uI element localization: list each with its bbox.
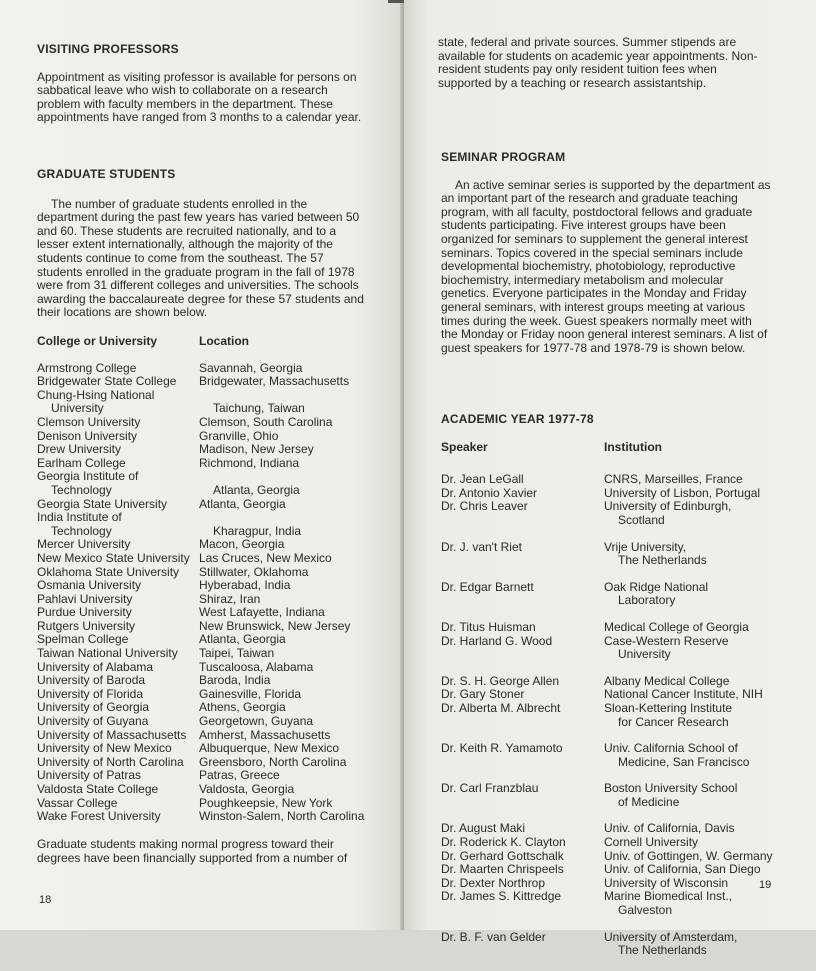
table-row <box>441 836 786 850</box>
speaker-institution: Sloan-Kettering Institute <box>604 700 733 715</box>
college-location: Albuquerque, New Mexico <box>199 741 340 756</box>
table-row <box>37 566 377 580</box>
table-row <box>37 647 377 661</box>
table-row <box>37 620 377 634</box>
college-location: Bridgewater, Massachusetts <box>199 374 350 389</box>
college-name: Wake Forest University <box>37 809 161 824</box>
speaker-institution: for Cancer Research <box>618 714 729 729</box>
college-location: Atlanta, Georgia <box>199 496 286 511</box>
table-row <box>441 554 786 568</box>
speaker-name <box>441 796 604 810</box>
speaker-institution: Medical College of Georgia <box>604 619 749 634</box>
speaker-institution: Univ. of California, San Diego <box>604 862 761 877</box>
speaker-column-header: Speaker <box>441 439 488 454</box>
table-row <box>37 661 377 675</box>
left-page <box>0 0 404 930</box>
table-row <box>441 648 786 662</box>
college-location: Georgetown, Guyana <box>199 714 314 729</box>
table-row <box>441 716 786 730</box>
speaker-name: Dr. Titus Huisman <box>441 619 536 634</box>
speaker-name: Dr. Antonio Xavier <box>441 485 538 500</box>
speaker-institution: Case-Western Reserve <box>604 633 729 648</box>
table-row <box>37 674 377 688</box>
graduate-students-heading: GRADUATE STUDENTS <box>37 167 176 181</box>
table-row <box>37 579 377 593</box>
table-row <box>441 822 786 836</box>
seminar-program-section <box>441 151 771 355</box>
college-name: University of Florida <box>37 686 144 701</box>
speaker-name: Dr. Gerhard Gottschalk <box>441 848 564 863</box>
table-row <box>37 593 377 607</box>
speaker-name: Dr. Keith R. Yamamoto <box>441 741 563 756</box>
college-column-header: College or University <box>37 334 158 348</box>
college-location: Granville, Ohio <box>199 428 279 443</box>
speaker-institution: Vrije University, <box>604 539 687 554</box>
table-row <box>37 797 377 811</box>
college-name: Earlham College <box>37 455 126 470</box>
table-row <box>441 688 786 702</box>
table-row <box>37 362 377 376</box>
table-row <box>441 500 786 514</box>
table-row <box>37 525 377 539</box>
college-name: Clemson University <box>37 414 141 429</box>
speaker-name <box>441 944 604 958</box>
table-row <box>37 633 377 647</box>
graduate-support-text: Graduate students making normal progress toward their degrees have been financially supported from a number of <box>37 837 348 865</box>
college-location: Kharagpur, India <box>213 523 302 538</box>
speaker-group <box>441 473 786 527</box>
speaker-institution: of Medicine <box>618 794 680 809</box>
right-page <box>404 0 816 958</box>
college-name: Georgia Institute of <box>37 469 139 484</box>
college-location: Amherst, Massachusetts <box>199 727 331 742</box>
location-column-header: Location <box>199 334 249 348</box>
visiting-professors-text: Appointment as visiting professor is available for persons on sabbatical leave who wish to collaborate on a research problem with faculty members in the department. These appointments have ranged from 3 months to a calendar year. <box>37 69 362 125</box>
college-name: University of North Carolina <box>37 754 184 769</box>
speaker-name <box>441 594 604 608</box>
table-row <box>37 511 377 525</box>
college-name: University of New Mexico <box>37 741 172 756</box>
college-name: Chung-Hsing National <box>37 387 155 402</box>
college-location: Savannah, Georgia <box>199 360 303 375</box>
speaker-institution: Univ. California School of <box>604 741 738 756</box>
visiting-professors-heading: VISITING PROFESSORS <box>37 42 179 56</box>
speaker-group <box>441 675 786 729</box>
table-row <box>441 581 786 595</box>
college-name: University of Georgia <box>37 700 150 715</box>
table-row <box>441 931 786 945</box>
college-location: Patras, Greece <box>199 768 280 783</box>
table-row <box>441 594 786 608</box>
speaker-name <box>441 756 604 770</box>
speaker-group <box>441 621 786 662</box>
college-name: Taiwan National University <box>37 646 178 661</box>
table-row <box>37 783 377 797</box>
college-name: Osmania University <box>37 578 142 593</box>
speaker-name: Dr. Jean LeGall <box>441 472 524 487</box>
college-location: Stillwater, Oklahoma <box>199 564 309 579</box>
table-row <box>441 890 786 904</box>
speaker-name: Dr. Dexter Northrop <box>441 875 546 890</box>
speaker-name: Dr. Carl Franzblau <box>441 781 539 796</box>
speaker-name <box>441 904 604 918</box>
college-name: Bridgewater State College <box>37 374 177 389</box>
table-row <box>37 606 377 620</box>
college-name: University <box>51 401 104 416</box>
college-name: India Institute of <box>37 510 122 525</box>
speaker-name: Dr. Gary Stoner <box>441 687 525 702</box>
college-name: Vassar College <box>37 795 118 810</box>
table-row <box>441 877 786 891</box>
college-location: West Lafayette, Indiana <box>199 605 325 620</box>
speaker-institution: University <box>618 647 671 662</box>
college-location: Valdosta, Georgia <box>199 782 295 796</box>
support-continued-text: state, federal and private sources. Summer stipends are available for students on academic year appointments. Non-resident students pay only resident tuition fees when supported by a teaching or research assistantship. <box>438 35 758 90</box>
table-row <box>37 498 377 512</box>
table-row <box>441 756 786 770</box>
speaker-group <box>441 581 786 608</box>
college-location: Winston-Salem, North Carolina <box>199 809 365 824</box>
table-row <box>441 635 786 649</box>
table-row <box>37 375 377 389</box>
speaker-institution: Cornell University <box>604 835 699 850</box>
speaker-name: Dr. Alberta M. Albrecht <box>441 700 561 715</box>
speaker-group <box>441 742 786 769</box>
speaker-institution: CNRS, Marseilles, France <box>604 472 743 487</box>
college-name: Technology <box>51 523 112 538</box>
speaker-name: Dr. Chris Leaver <box>441 499 528 514</box>
speaker-institution: University of Amsterdam, <box>604 929 738 944</box>
college-location: Clemson, South Carolina <box>199 414 333 429</box>
table-row <box>441 473 786 487</box>
speaker-name: Dr. J. van't Riet <box>441 539 522 554</box>
college-location: Macon, Georgia <box>199 537 285 552</box>
speaker-institution: University of Lisbon, Portugal <box>604 485 761 500</box>
table-row <box>441 621 786 635</box>
table-row <box>37 430 377 444</box>
college-name: University of Baroda <box>37 673 146 688</box>
speaker-institution: Oak Ridge National <box>604 579 709 594</box>
table-row <box>37 402 377 416</box>
speaker-institution: Albany Medical College <box>604 673 730 688</box>
college-location: Richmond, Indiana <box>199 455 300 470</box>
speaker-name: Dr. B. F. van Gelder <box>441 929 546 944</box>
college-name: Valdosta State College <box>37 782 159 796</box>
college-location: Gainesville, Florida <box>199 686 302 701</box>
table-row <box>37 457 377 471</box>
speaker-name <box>441 648 604 662</box>
college-name: University of Guyana <box>37 714 149 729</box>
college-location: Shiraz, Iran <box>199 591 261 606</box>
table-row <box>441 796 786 810</box>
college-name: University of Massachusetts <box>37 727 187 742</box>
speaker-name: Dr. James S. Kittredge <box>441 889 562 904</box>
college-name: University of Alabama <box>37 659 154 674</box>
speaker-institution: Galveston <box>618 903 673 918</box>
speaker-name <box>441 554 604 568</box>
speaker-institution: The Netherlands <box>618 943 707 958</box>
speaker-group <box>441 782 786 809</box>
speaker-institution: Univ. of California, Davis <box>604 821 735 836</box>
college-location: Taipei, Taiwan <box>199 646 275 661</box>
graduate-students-text: The number of graduate students enrolled in the department during the past few years has varied between 50 and 60. These students are recruited nationally, and to a lesser extent internationally, although the majority of the students continue to come from the southeast. The 57 students enrolled in the graduate program in the fall of 1978 were from 31 different colleges and universities. The schools awarding the baccalaureate degree for these 57 students and their locations are shown below. <box>37 196 364 320</box>
table-row <box>37 538 377 552</box>
college-location: Baroda, India <box>199 673 271 688</box>
college-location: Poughkeepsie, New York <box>199 795 333 810</box>
college-name: Spelman College <box>37 632 129 647</box>
speaker-institution: University of Edinburgh, <box>604 499 732 514</box>
table-row <box>37 416 377 430</box>
page-number-left: 18 <box>39 894 52 906</box>
speaker-name: Dr. Edgar Barnett <box>441 579 534 594</box>
table-row <box>441 944 786 958</box>
schools-table-header <box>37 335 377 349</box>
speaker-name: Dr. August Maki <box>441 821 526 836</box>
table-row <box>37 443 377 457</box>
college-name: Georgia State University <box>37 496 168 511</box>
speakers-table-header <box>441 441 786 455</box>
college-name: Technology <box>51 482 112 497</box>
speaker-institution: Boston University School <box>604 781 738 796</box>
speaker-name <box>441 716 604 730</box>
speaker-institution: Marine Biomedical Inst., <box>604 889 733 904</box>
speaker-name: Dr. Harland G. Wood <box>441 633 553 648</box>
table-row <box>37 701 377 715</box>
table-row <box>441 850 786 864</box>
college-location: New Brunswick, New Jersey <box>199 618 351 633</box>
academic-year-heading: ACADEMIC YEAR 1977-78 <box>441 412 594 426</box>
college-name: Rutgers University <box>37 618 136 633</box>
speaker-institution: Scotland <box>618 512 665 527</box>
table-row <box>441 541 786 555</box>
table-row <box>441 742 786 756</box>
college-location: Las Cruces, New Mexico <box>199 550 332 565</box>
college-location: Taichung, Taiwan <box>213 401 305 416</box>
table-row <box>37 552 377 566</box>
seminar-program-text: An active seminar series is supported by the department as an important part of the research and graduate teaching program, with all faculty, postdoctoral fellows and graduate students participating. Five interest groups have been organized for seminars to supplement the general interest seminars. Topics covered in the special seminars include developmental biochemistry, photobiology, reproductive biochemistry, intermediary metabolism and molecular genetics. Everyone participates in the Monday and Friday general seminars, with interest groups meeting at various times during the week. Guest speakers normally meet with the Monday or Friday noon general interest seminars. A list of guest speakers for 1977-78 and 1978-79 is shown below. <box>441 177 771 355</box>
table-row <box>37 715 377 729</box>
table-row <box>37 389 377 403</box>
speaker-name: Dr. S. H. George Allen <box>441 673 560 688</box>
college-name: New Mexico State University <box>37 550 190 565</box>
graduate-students-section <box>37 168 365 320</box>
college-location: Madison, New Jersey <box>199 442 314 457</box>
table-row <box>441 702 786 716</box>
college-location: Tuscaloosa, Alabama <box>199 659 314 674</box>
speaker-group <box>441 541 786 568</box>
college-location: Hyberabad, India <box>199 578 291 593</box>
table-row <box>37 470 377 484</box>
institution-column-header: Institution <box>604 439 662 454</box>
schools-table-body <box>37 362 377 824</box>
speaker-institution: National Cancer Institute, NIH <box>604 687 763 702</box>
speaker-name: Dr. Roderick K. Clayton <box>441 835 566 850</box>
table-row <box>441 782 786 796</box>
table-row <box>441 514 786 528</box>
table-row <box>441 487 786 501</box>
college-name: Pahlavi University <box>37 591 133 606</box>
table-row <box>441 904 786 918</box>
table-row <box>37 729 377 743</box>
college-name: Mercer University <box>37 537 131 552</box>
academic-year-section <box>441 413 786 971</box>
college-name: Purdue University <box>37 605 132 620</box>
speaker-institution: Laboratory <box>618 593 676 608</box>
speakers-table-body <box>441 473 786 958</box>
speaker-institution: Univ. of Gottingen, W. Germany <box>604 848 773 863</box>
speaker-institution: Medicine, San Francisco <box>618 754 750 769</box>
table-row <box>37 688 377 702</box>
speaker-name <box>441 514 604 528</box>
table-row <box>37 810 377 824</box>
speaker-group <box>441 822 786 917</box>
speaker-institution: The Netherlands <box>618 553 707 568</box>
college-name: Armstrong College <box>37 360 137 375</box>
college-location: Atlanta, Georgia <box>213 482 300 497</box>
college-name: Denison University <box>37 428 138 443</box>
page-number-right: 19 <box>759 879 772 891</box>
table-row <box>37 756 377 770</box>
college-name: Drew University <box>37 442 122 457</box>
speaker-name: Dr. Maarten Chrispeels <box>441 862 564 877</box>
table-row <box>441 675 786 689</box>
table-row <box>441 863 786 877</box>
college-name: Oklahoma State University <box>37 564 180 579</box>
seminar-program-heading: SEMINAR PROGRAM <box>441 150 566 164</box>
table-row <box>37 484 377 498</box>
schools-table <box>37 335 377 824</box>
college-name: University of Patras <box>37 768 142 783</box>
table-row <box>37 769 377 783</box>
table-row <box>37 742 377 756</box>
college-location: Athens, Georgia <box>199 700 286 715</box>
speaker-group <box>441 931 786 958</box>
visiting-professors-section <box>37 43 365 125</box>
college-location: Atlanta, Georgia <box>199 632 286 647</box>
college-location: Greensboro, North Carolina <box>199 754 347 769</box>
speaker-institution: University of Wisconsin <box>604 875 729 890</box>
